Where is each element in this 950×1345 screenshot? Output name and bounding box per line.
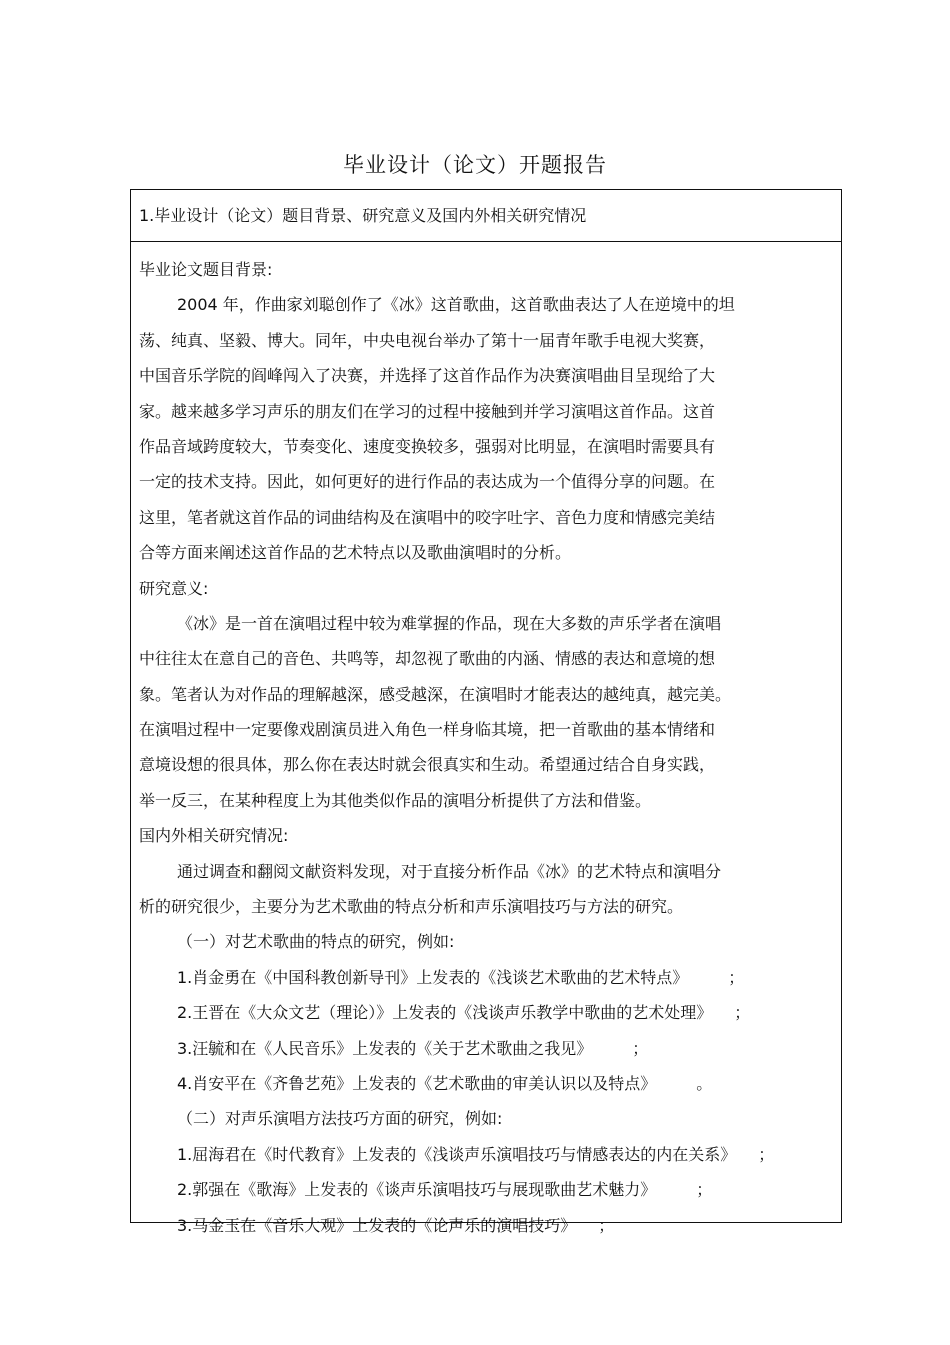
paragraph-line: 意境设想的很具体，那么你在表达时就会很真实和生动。希望通过结合自身实践， [139, 755, 716, 775]
paragraph-line: 这里，笔者就这首作品的词曲结构及在演唱中的咬字吐字、音色力度和情感完美结 [139, 507, 716, 527]
paragraph-line: 一定的技术支持。因此，如何更好的进行作品的表达成为一个值得分享的问题。在 [139, 472, 716, 492]
reference-item: 2.王晋在《大众文艺（理论）》上发表的《浅谈声乐教学中歌曲的艺术处理》 ； [177, 1003, 751, 1023]
group-heading: （一）对艺术歌曲的特点的研究，例如: [177, 932, 455, 952]
paragraph-line: 举一反三，在某种程度上为其他类似作品的演唱分析提供了方法和借鉴。 [139, 790, 652, 810]
paragraph-line: 合等方面来阐述这首作品的艺术特点以及歌曲演唱时的分析。 [139, 543, 572, 563]
research-heading: 国内外相关研究情况: [139, 826, 289, 846]
section-header: 1.毕业设计（论文）题目背景、研究意义及国内外相关研究情况 [131, 190, 841, 242]
group-heading: （二）对声乐演唱方法技巧方面的研究，例如: [177, 1109, 503, 1129]
report-table [130, 189, 842, 1235]
reference-item: 3.马金玉在《音乐大观》上发表的《论声乐的演唱技巧》 ； [177, 1215, 615, 1235]
paragraph-line: 中国音乐学院的阎峰闯入了决赛，并选择了这首作品作为决赛演唱曲目呈现给了大 [139, 366, 716, 386]
section-content [139, 252, 829, 1243]
paragraph-line: 析的研究很少，主要分为艺术歌曲的特点分析和声乐演唱技巧与方法的研究。 [139, 897, 684, 917]
paragraph-line: 荡、纯真、坚毅、博大。同年，中央电视台举办了第十一届青年歌手电视大奖赛， [139, 330, 716, 350]
paragraph-line: 《冰》是一首在演唱过程中较为难掌握的作品，现在大多数的声乐学者在演唱 [177, 613, 722, 633]
significance-heading: 研究意义: [139, 578, 209, 598]
paragraph-line: 在演唱过程中一定要像戏剧演员进入角色一样身临其境，把一首歌曲的基本情绪和 [139, 720, 716, 740]
document-title: 毕业设计（论文）开题报告 [343, 153, 607, 177]
reference-item: 4.肖安平在《齐鲁艺苑》上发表的《艺术歌曲的审美认识以及特点》 。 [177, 1073, 713, 1093]
paragraph-line: 象。笔者认为对作品的理解越深，感受越深，在演唱时才能表达的越纯真，越完美。 [139, 684, 732, 704]
paragraph-line: 中往往太在意自己的音色、共鸣等，却忽视了歌曲的内涵、情感的表达和意境的想 [139, 649, 716, 669]
paragraph-line: 2004 年，作曲家刘聪创作了《冰》这首歌曲，这首歌曲表达了人在逆境中的坦 [177, 295, 735, 315]
reference-item: 1.屈海君在《时代教育》上发表的《浅谈声乐演唱技巧与情感表达的内在关系》 ； [177, 1144, 775, 1164]
reference-item: 3.汪毓和在《人民音乐》上发表的《关于艺术歌曲之我见》 ； [177, 1038, 649, 1058]
background-heading: 毕业论文题目背景: [139, 260, 273, 279]
reference-item: 2.郭强在《歌海》上发表的《谈声乐演唱技巧与展现歌曲艺术魅力》 ； [177, 1180, 713, 1200]
paragraph-line: 家。越来越多学习声乐的朋友们在学习的过程中接触到并学习演唱这首作品。这首 [139, 401, 716, 421]
paragraph-line: 通过调查和翻阅文献资料发现，对于直接分析作品《冰》的艺术特点和演唱分 [177, 861, 722, 881]
paragraph-line: 作品音域跨度较大，节奏变化、速度变换较多，强弱对比明显，在演唱时需要具有 [139, 436, 716, 456]
reference-item: 1.肖金勇在《中国科教创新导刊》上发表的《浅谈艺术歌曲的艺术特点》 ； [177, 967, 745, 987]
